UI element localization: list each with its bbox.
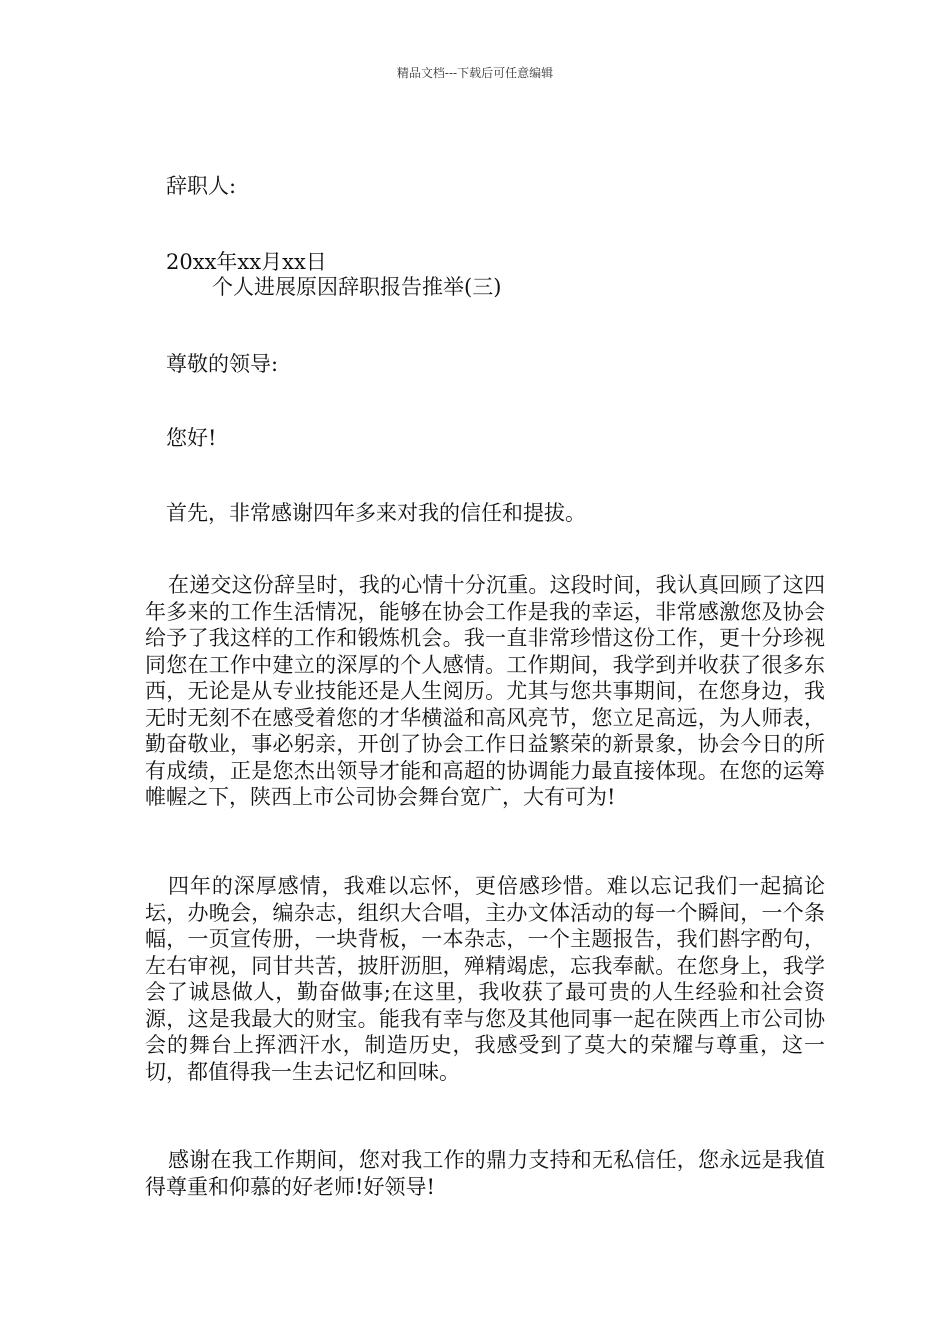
resigner-label: 辞职人: xyxy=(166,174,237,198)
document-title: 个人进展原因辞职报告推举(三) xyxy=(212,275,502,299)
body-paragraph-3: 感谢在我工作期间，您对我工作的鼎力支持和无私信任，您永远是我值得尊重和仰慕的好老师!好领导! xyxy=(145,1148,825,1199)
body-paragraph-2: 四年的深厚感情，我难以忘怀，更倍感珍惜。难以忘记我们一起搞论坛，办晚会，编杂志，组织大合唱，主办文体活动的每一个瞬间，一个条幅，一页宣传册，一块背板，一本杂志，一个主题报告，我们斟字酌句，左右审视，同甘共苦，披肝沥胆，殚精竭虑，忘我奉献。在您身上，我学会了诚恳做人，勤奋做事;在这里，我收获了最可贵的人生经验和社会资源，这是我最大的财宝。能我有幸与您及其他同事一起在陕西上市公司协会的舞台上挥洒汗水，制造历史，我感受到了莫大的荣耀与尊重，这一切，都值得我一生去记忆和回味。 xyxy=(145,874,825,1084)
opening-sentence: 首先，非常感谢四年多来对我的信任和提拔。 xyxy=(166,501,586,525)
salutation: 尊敬的领导: xyxy=(166,352,279,376)
greeting: 您好! xyxy=(166,426,217,450)
body-paragraph-1: 在递交这份辞呈时，我的心情十分沉重。这段时间，我认真回顾了这四年多来的工作生活情况，能够在协会工作是我的幸运，非常感激您及协会给予了我这样的工作和锻炼机会。我一直非常珍惜这份工作，更十分珍视同您在工作中建立的深厚的个人感情。工作期间，我学到并收获了很多东西，无论是从专业技能还是人生阅历。尤其与您共事期间，在您身边，我无时无刻不在感受着您的才华横溢和高风亮节，您立足高远，为人师表，勤奋敬业，事必躬亲，开创了协会工作日益繁荣的新景象，协会今日的所有成绩，正是您杰出领导才能和高超的协调能力最直接体现。在您的运筹帷幄之下，陕西上市公司协会舞台宽广，大有可为! xyxy=(145,573,825,809)
signature-date: 20xx年xx月xx日 xyxy=(166,250,327,274)
page-header: 精品文档---下载后可任意编辑 xyxy=(396,66,554,80)
